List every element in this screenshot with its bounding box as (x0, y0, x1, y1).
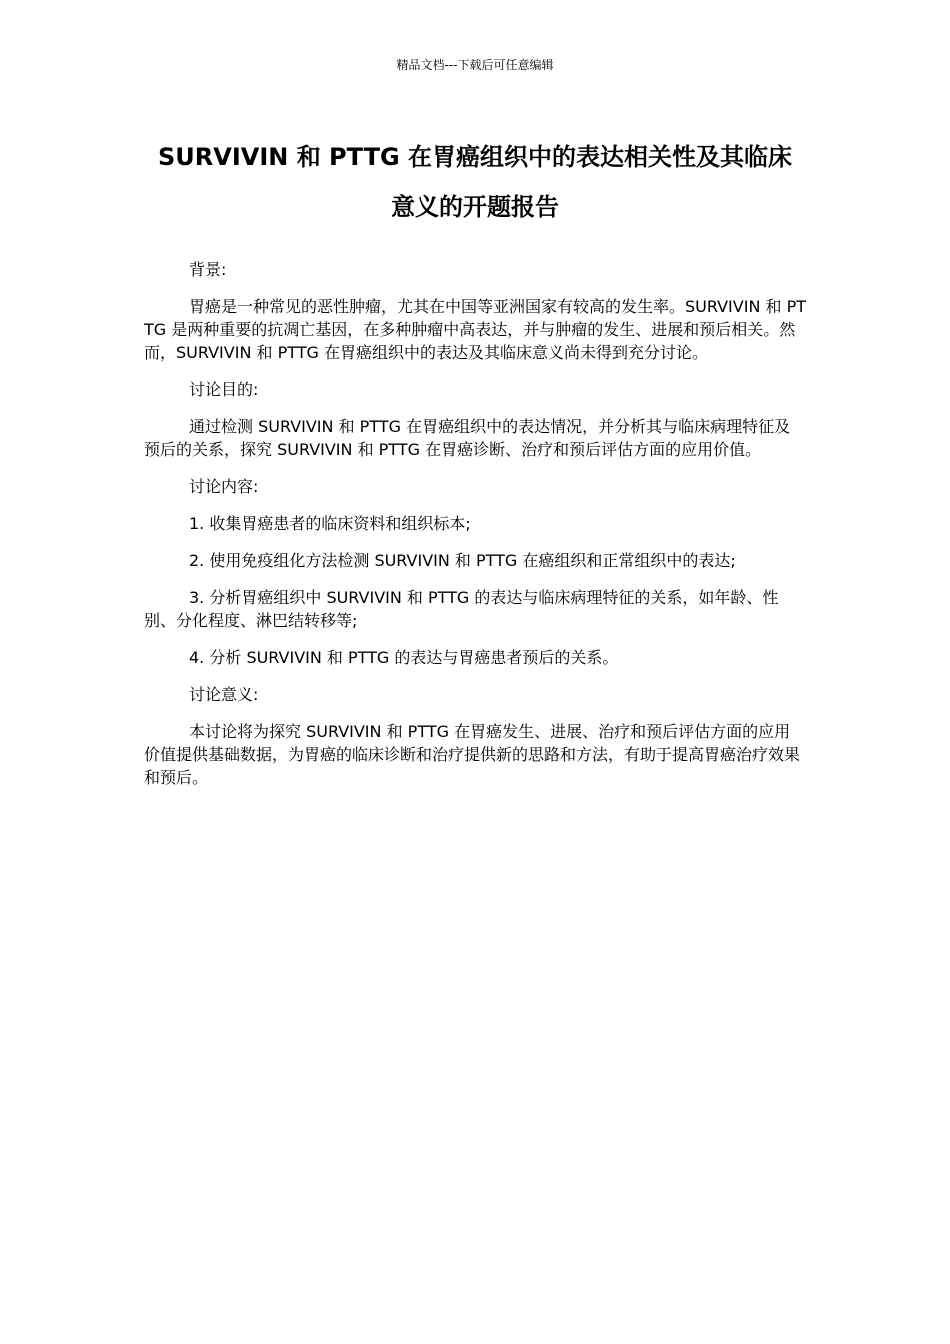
background-heading: 背景: (189, 260, 227, 279)
purpose-paragraph: 通过检测 SURVIVIN 和 PTTG 在胃癌组织中的表达情况，并分析其与临床病理特征及预后的关系，探究 SURVIVIN 和 PTTG 在胃癌诊断、治疗和预后评估方面的应用价值。 (144, 417, 791, 459)
purpose-heading: 讨论目的: (189, 380, 259, 399)
significance-heading: 讨论意义: (189, 685, 259, 704)
header-note: 精品文档---下载后可任意编辑 (396, 58, 554, 72)
title-line-2: 意义的开题报告 (391, 193, 559, 221)
content-item-3: 3. 分析胃癌组织中 SURVIVIN 和 PTTG 的表达与临床病理特征的关系，如年龄、性别、分化程度、淋巴结转移等; (144, 588, 779, 630)
content-heading: 讨论内容: (189, 477, 259, 496)
content-item-2: 2. 使用免疫组化方法检测 SURVIVIN 和 PTTG 在癌组织和正常组织中的表达; (189, 551, 736, 570)
title-line-1: SURVIVIN 和 PTTG 在胃癌组织中的表达相关性及其临床 (158, 143, 792, 171)
significance-paragraph: 本讨论将为探究 SURVIVIN 和 PTTG 在胃癌发生、进展、治疗和预后评估方面的应用价值提供基础数据，为胃癌的临床诊断和治疗提供新的思路和方法，有助于提高胃癌治疗效果和预后。 (144, 722, 801, 787)
content-item-1: 1. 收集胃癌患者的临床资料和组织标本; (189, 514, 471, 533)
document-body (144, 258, 806, 803)
background-paragraph: 胃癌是一种常见的恶性肿瘤，尤其在中国等亚洲国家有较高的发生率。SURVIVIN 和 PTTG 是两种重要的抗凋亡基因，在多种肿瘤中高表达，并与肿瘤的发生、进展和预后相关。然而，SURVIVIN 和 PTTG 在胃癌组织中的表达及其临床意义尚未得到充分讨论。 (144, 297, 807, 362)
content-item-4: 4. 分析 SURVIVIN 和 PTTG 的表达与胃癌患者预后的关系。 (189, 648, 619, 667)
document-title (144, 132, 806, 232)
